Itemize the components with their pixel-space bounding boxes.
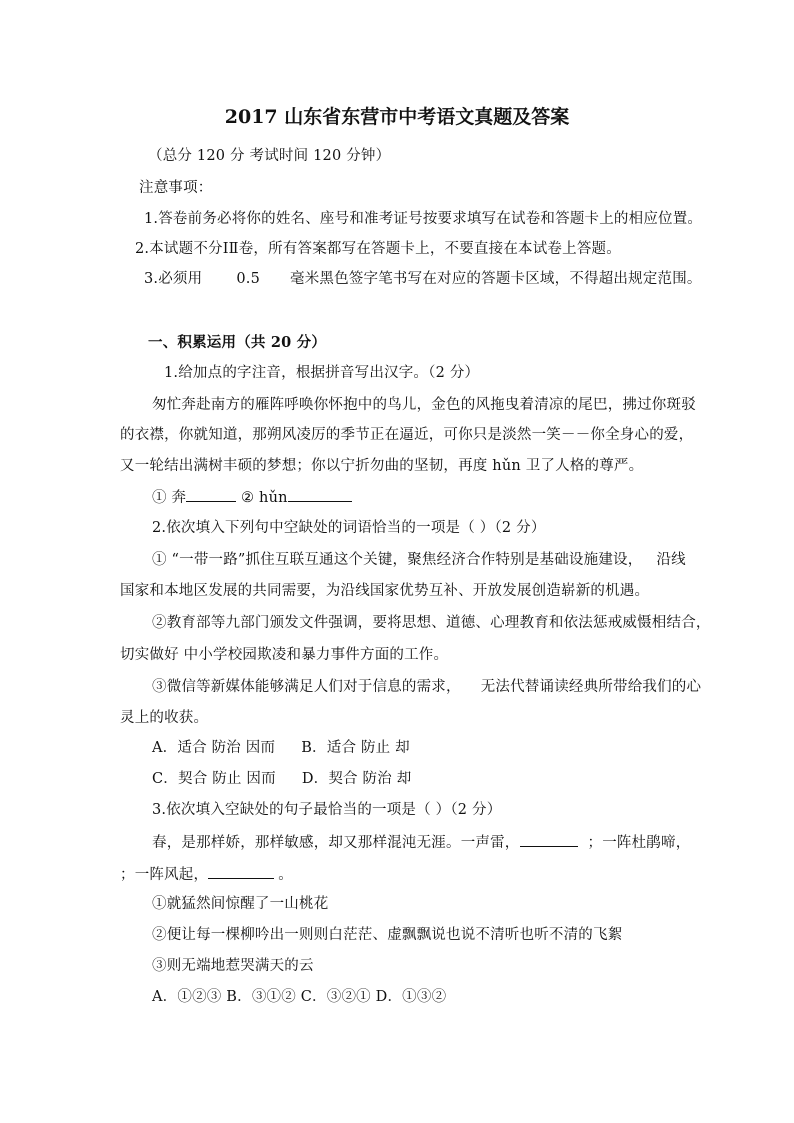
q1-answer-blank-a[interactable] <box>186 487 236 502</box>
q2-option-c: C．契合 防止 因而 <box>152 771 276 787</box>
q3-passage-line-1 <box>152 832 690 853</box>
notice-3-part-a: 3.必须用 <box>144 271 203 287</box>
q2-sentence-2-line-1: ②教育部等九部门颁发文件强调，要将思想、道德、心理教育和依法惩戒威慑相结合， <box>152 615 711 631</box>
q3-choice-1: ①就猛然间惊醒了一山桃花 <box>152 896 329 912</box>
q2-s3-text-a: ③微信等新媒体能够满足人们对于信息的需求， <box>152 679 461 695</box>
page-title: 2017 山东省东营市中考语文真题及答案 <box>224 106 570 128</box>
notice-3-part-b: 0.5 <box>236 271 261 287</box>
q2-s1-text-a: ① “一带一路”抓住互联互通这个关键，聚焦经济合作特别是基础设施建设， <box>152 552 643 568</box>
q1-answer-line <box>152 487 352 508</box>
q1-stem: 1.给加点的字注音，根据拼音写出汉字。（2 分） <box>164 365 480 381</box>
q2-options-row-1 <box>152 738 410 758</box>
q2-option-d: D．契合 防治 却 <box>301 771 412 787</box>
q1-passage-line-1: 匆忙奔赴南方的雁阵呼唤你怀抱中的鸟儿，金色的风拖曳着清凉的尾巴，拂过你斑驳 <box>152 397 696 413</box>
q3-stem: 3.依次填入空缺处的句子最恰当的一项是（ ）（2 分） <box>152 802 502 818</box>
q2-stem: 2.依次填入下列句中空缺处的词语恰当的一项是（ ）（2 分） <box>152 520 546 536</box>
q2-sentence-3-line-1 <box>152 677 701 697</box>
q3-passage-text-d: 。 <box>278 867 293 883</box>
q3-passage-line-2 <box>120 864 293 885</box>
q1-answer-label-a: ① 奔 <box>152 490 187 506</box>
q3-blank-2[interactable] <box>208 864 274 879</box>
notice-2: 2.本试题不分ⅠⅡ卷，所有答案都写在答题卡上，不要直接在本试卷上答题。 <box>135 241 621 257</box>
q2-sentence-1-line-2: 国家和本地区发展的共同需要，为沿线国家优势互补、开放发展创造崭新的机遇。 <box>120 583 650 599</box>
q2-sentence-2-line-2: 切实做好 中小学校园欺凌和暴力事件方面的工作。 <box>120 647 449 663</box>
q2-option-a: A．适合 防治 因而 <box>152 740 276 756</box>
q1-passage-line-3: 又一轮结出满树丰硕的梦想；你以宁折勿曲的坚韧，再度 hǔn 卫了人格的尊严。 <box>120 458 644 474</box>
q1-answer-blank-b[interactable] <box>288 487 352 502</box>
q3-blank-1[interactable] <box>520 832 578 847</box>
q2-options-row-2 <box>152 769 411 789</box>
q1-answer-label-b: ② hǔn <box>241 490 288 506</box>
q2-s3-text-b: 无法代替诵读经典所带给我们的心 <box>480 679 702 695</box>
q1-passage-line-2: 的衣襟，你就知道，那朔风凌厉的季节正在逼近，可你只是淡然一笑－－你全身心的爱， <box>120 427 694 443</box>
notice-3-part-c: 毫米黑色签字笔书写在对应的答题卡区域，不得超出规定范围。 <box>290 271 702 287</box>
q3-choice-3: ③则无端地惹哭满天的云 <box>152 958 314 974</box>
section-heading-1: 一、积累运用（共 20 分） <box>148 334 327 351</box>
q3-options: A．①②③ B．③①② C．③②① D．①③② <box>152 989 447 1005</box>
notice-1: 1.答卷前务必将你的姓名、座号和准考证号按要求填写在试卷和答题卡上的相应位置。 <box>144 211 703 227</box>
q3-passage-text-a: 春，是那样娇，那样敏感，却又那样混沌无涯。一声雷， <box>152 835 520 851</box>
q2-s1-text-b: 沿线 <box>656 552 686 568</box>
q2-sentence-1-line-1 <box>152 550 686 570</box>
exam-subtitle: （总分 120 分 考试时间 120 分钟） <box>148 148 391 164</box>
notice-3 <box>144 269 702 289</box>
q3-passage-text-b: ；一阵杜鹃啼， <box>587 835 691 851</box>
notice-heading: 注意事项： <box>139 180 213 196</box>
q3-choice-2: ②便让每一棵柳吟出一则则白茫茫、虚飘飘说也说不清听也听不清的飞絮 <box>152 927 623 943</box>
q3-passage-text-c: ；一阵风起， <box>120 867 209 883</box>
q2-sentence-3-line-2: 灵上的收获。 <box>120 710 209 726</box>
q2-option-b: B．适合 防止 却 <box>301 740 410 756</box>
